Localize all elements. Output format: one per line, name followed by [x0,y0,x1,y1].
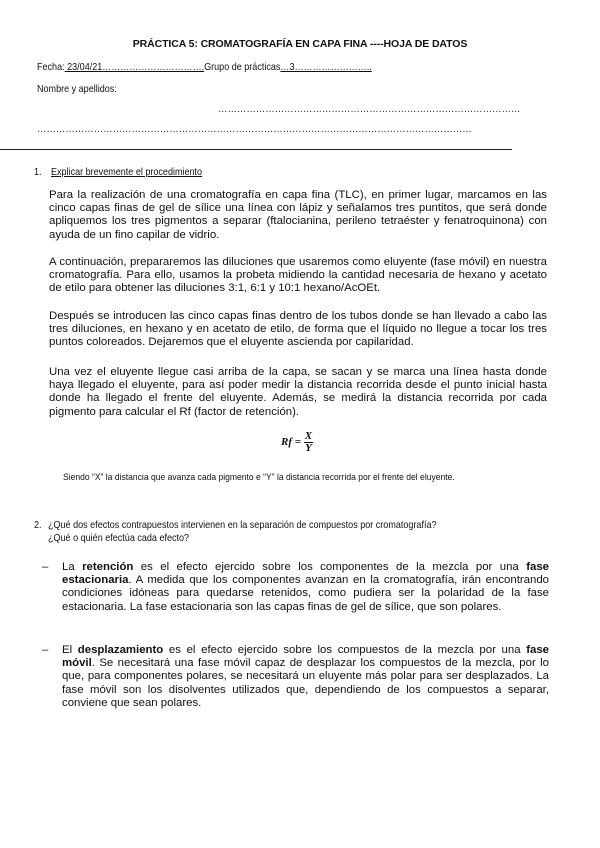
bullet-dash-1: – [42,561,49,573]
section1-paragraph-4: Una vez el eluyente llegue casi arriba de la capa, se sacan y se marca una línea hasta donde haya llegado el eluyente, para así poder medir la distancia recorrida desde el punto inicial hasta donde ha llegado el frente del eluyente. Además, se medirá la distancia recorrida por cada pigmento para calcular el Rf (factor de retención). [49,366,547,418]
section1-paragraph-2: A continuación, prepararemos las diluciones que usaremos como eluyente (fase móvil) en nuestra cromatografía. Para ello, usamos la probeta midiendo la cantidad necesaria de hexano y acetato de etilo para obtener las diluciones 3:1, 6:1 y 10:1 hexano/AcOEt. [49,256,547,295]
grupo-label: Grupo de prácticas [204,61,281,73]
rf-denominator: Y [305,442,312,454]
desplazamiento-term: desplazamiento [77,644,164,656]
nombre-dots-line-2[interactable]: ………………………………………………………………………………………………………………………… [37,123,472,135]
nombre-label: Nombre y apellidos: [37,83,117,95]
section1-paragraph-1: Para la realización de una cromatografía en capa fina (TLC), en primer lugar, marcamos en las cinco capas finas de gel de sílice una línea con lápiz y señalamos tres puntitos, que será donde apliquemos los tres pigmentos a separar (ftalocianina, perileno tetraéster y fenatroquinona) con ayuda de un fino capilar de vidrio. [49,189,547,241]
page-title: PRÁCTICA 5: CROMATOGRAFÍA EN CAPA FINA ----HOJA DE DATOS [132,38,468,50]
rf-numerator: X [304,430,313,442]
rf-fraction [304,431,313,454]
section2-number: 2. [34,519,42,531]
fase-estacionaria-term: fase estacionaria [62,561,549,587]
date-group-line [37,61,372,73]
section1-paragraph-3: Después se introducen las cinco capas finas dentro de los tubos donde se han llevado a cabo las tres diluciones, en hexano y en acetato de etilo, de forma que el líquido no llegue a tocar los tres puntos coloreados. Dejaremos que el eluyente ascienda por capilaridad. [49,310,547,349]
rf-formula [281,431,313,454]
section2-question-line-1: ¿Qué dos efectos contrapuestos intervienen en la separación de compuestos por cromatografía? [48,519,437,531]
nombre-dots-line-1[interactable]: …………………………………………………………………………………… [218,103,521,115]
section1-heading: Explicar brevemente el procedimiento [51,166,203,178]
header-divider [0,149,512,150]
section2-bullet-retencion: La retención es el efecto ejercido sobre los componentes de la mezcla por una fase estacionaria. A medida que los componentes avanzan en la cromatografía, irán encontrando condiciones idóneas para quedarse retenidos, como pudiera ser la polaridad de la fase estacionaria. La fase estacionaria son las capas finas de gel de sílice, que son polares. [62,561,549,613]
section2-question-line-2: ¿Qué o quién efectúa cada efecto? [48,532,190,544]
bullet-dash-2: – [42,644,49,656]
rf-lhs: Rf = [281,436,302,449]
fase-movil-term: fase móvil [62,644,549,670]
section2-bullet-desplazamiento: El desplazamiento es el efecto ejercido sobre los compuestos de la mezcla por una fase móvil. Se necesitará una fase móvil capaz de desplazar los compuestos de la mezcla, por lo que, para componentes polares, se necesitará un eluyente más polar para ser desplazados. La fase móvil son los disolventes utilizados que, dependiendo de los compuestos a separar, conviene que sean polares. [62,644,549,709]
fecha-value[interactable]: 23/04/21 [64,61,103,73]
section1-number: 1. [34,166,42,178]
grupo-value[interactable]: …3…………………….. [280,61,372,73]
fecha-label: Fecha: [37,61,65,73]
rf-caption: Siendo “X” la distancia que avanza cada pigmento e “Y” la distancia recorrida por el frente del eluyente. [63,472,455,482]
retencion-term: retención [82,561,134,573]
fecha-dots: ……………………………. [102,61,205,73]
